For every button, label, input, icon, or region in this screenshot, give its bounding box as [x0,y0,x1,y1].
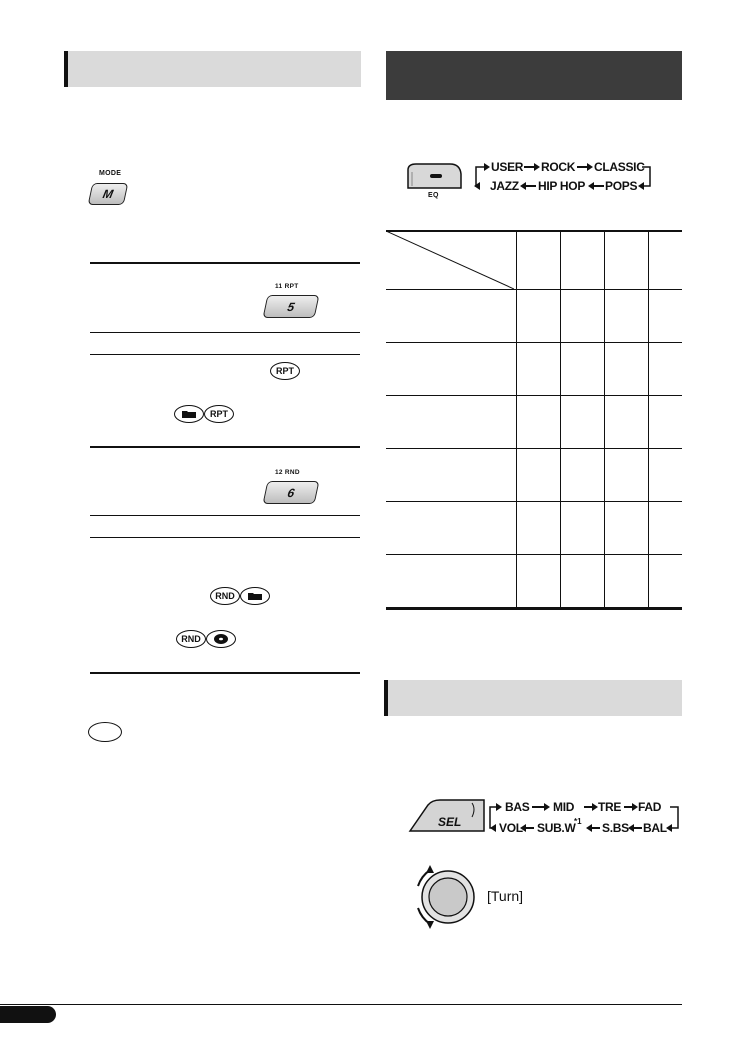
mode-caption: MODE [99,170,122,177]
rnd-6-button-label: 6 [286,485,296,500]
random-rule-2 [90,537,360,538]
sound-table-bottom-rule [386,608,682,610]
eq-pops: POPS [605,179,638,193]
mode-button[interactable] [88,183,129,205]
eq-button[interactable] [406,160,464,194]
eq-jazz: JAZZ [490,179,519,193]
eq-label: EQ [428,192,439,199]
page-number-tab [0,1006,56,1023]
footer-rule [0,1004,682,1005]
random-rule-1 [90,515,360,516]
repeat-rule-1 [90,332,360,333]
folder-rpt-oval: RPT [204,405,234,423]
eq-rock: ROCK [541,160,576,174]
rnd-oval-2: RND [176,630,206,648]
left-section-header [64,51,361,87]
note-marker-oval [88,722,122,742]
adjust-fad: FAD [638,800,662,814]
turn-label: [Turn] [487,888,524,904]
rnd-button-caption: 12 RND [275,469,300,476]
rnd-6-button[interactable] [263,481,320,504]
adjust-subw: SUB.W [537,821,576,835]
folder-oval-2 [240,587,270,605]
adjust-tre: TRE [598,800,622,814]
sound-mode-table [386,232,682,608]
sel-label: SEL [438,815,462,829]
rpt-oval: RPT [270,362,300,380]
disc-icon [213,633,229,645]
disc-oval [206,630,236,648]
random-bottom-rule [90,672,360,674]
adjust-bas: BAS [505,800,530,814]
folder-icon [181,409,197,419]
rnd-oval-1: RND [210,587,240,605]
rpt-5-button[interactable] [263,295,320,318]
adjust-header [384,680,682,716]
adjust-mid: MID [553,800,575,814]
adjust-bal: BAL [643,821,667,835]
repeat-rule-2 [90,354,360,355]
rpt-button-caption: 11 RPT [275,283,299,290]
adjust-subw-footnote: *1 [574,817,582,826]
eq-user: USER [491,160,524,174]
folder-oval [174,405,204,423]
rpt-5-button-label: 5 [286,299,296,314]
repeat-top-rule [90,262,360,264]
control-dial[interactable] [404,862,484,932]
eq-hiphop: HIP HOP [538,179,586,193]
mode-button-label: M [101,187,115,201]
repeat-bottom-rule [90,446,360,448]
eq-classic: CLASSIC [594,160,645,174]
folder-icon [247,591,263,601]
adjust-vol: VOL [499,821,523,835]
adjust-sbs: S.BS [602,821,629,835]
sound-mode-header [386,51,682,100]
